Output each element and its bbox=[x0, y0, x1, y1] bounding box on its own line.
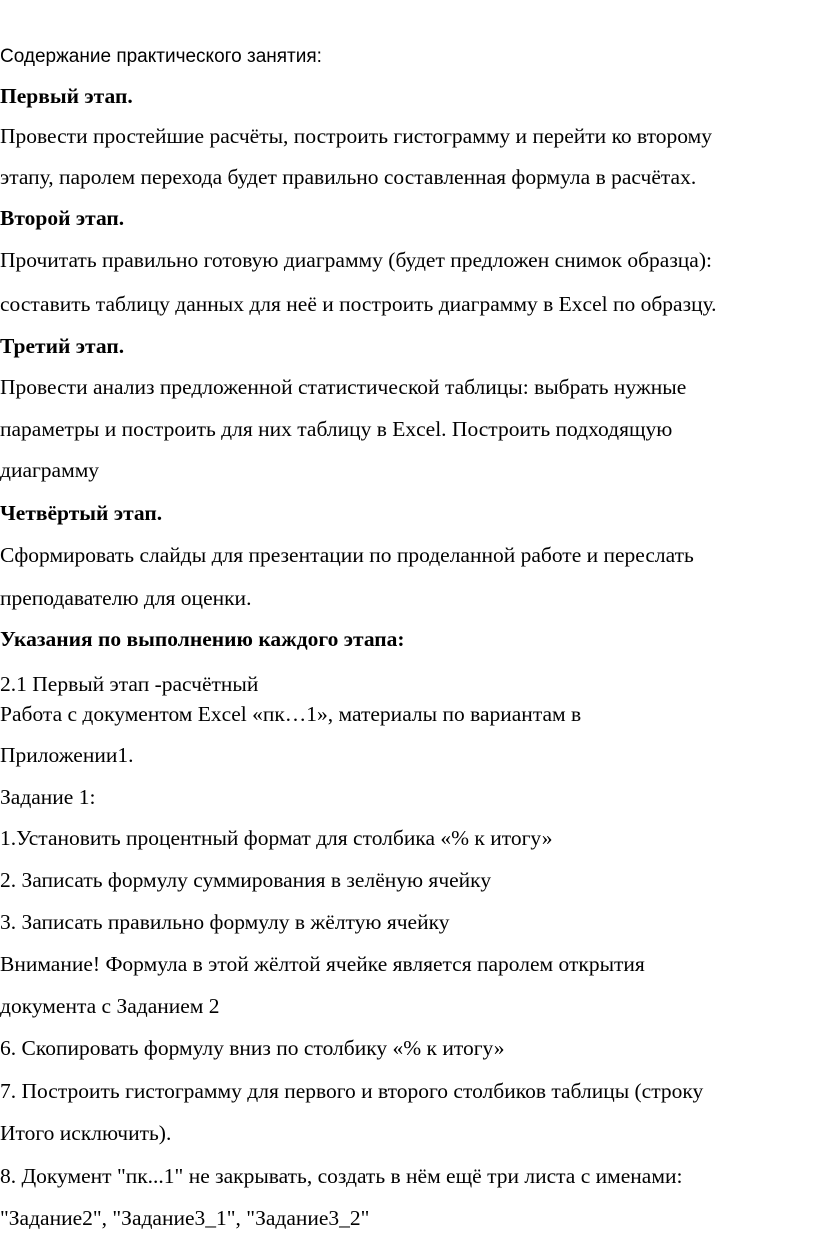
paragraph-line: Внимание! Формула в этой жёлтой ячейке является паролем открытия bbox=[0, 952, 645, 976]
paragraph-line: документа с Заданием 2 bbox=[0, 994, 220, 1018]
document-header: Содержание практического занятия: bbox=[0, 46, 322, 67]
heading-stage-4: Четвёртый этап. bbox=[0, 501, 163, 525]
list-item: 6. Скопировать формулу вниз по столбику «% к итогу» bbox=[0, 1036, 505, 1060]
paragraph-line: 2.1 Первый этап -расчётный bbox=[0, 672, 259, 696]
paragraph-line: этапу, паролем перехода будет правильно составленная формула в расчётах. bbox=[0, 165, 697, 189]
task-heading: Задание 1: bbox=[0, 785, 96, 809]
list-item: 7. Построить гистограмму для первого и второго столбиков таблицы (строку bbox=[0, 1079, 704, 1103]
paragraph-line: Приложении1. bbox=[0, 743, 134, 767]
paragraph-line: параметры и построить для них таблицу в Excel. Построить подходящую bbox=[0, 417, 673, 441]
heading-stage-3: Третий этап. bbox=[0, 334, 125, 358]
heading-stage-2: Второй этап. bbox=[0, 206, 125, 230]
list-item: 2. Записать формулу суммирования в зелёную ячейку bbox=[0, 868, 492, 892]
paragraph-line: Работа с документом Excel «пк…1», материалы по вариантам в bbox=[0, 702, 582, 726]
paragraph-line: диаграмму bbox=[0, 458, 100, 482]
list-item: 1.Установить процентный формат для столбика «% к итогу» bbox=[0, 826, 553, 850]
paragraph-line: Провести простейшие расчёты, построить гистограмму и перейти ко второму bbox=[0, 124, 712, 148]
paragraph-line: Итого исключить). bbox=[0, 1121, 172, 1145]
list-item: 8. Документ "пк...1" не закрывать, создать в нём ещё три листа с именами: bbox=[0, 1164, 683, 1188]
paragraph-line: составить таблицу данных для неё и построить диаграмму в Excel по образцу. bbox=[0, 292, 717, 316]
paragraph-line: "Задание2", "Задание3_1", "Задание3_2" bbox=[0, 1206, 370, 1230]
heading-stage-1: Первый этап. bbox=[0, 84, 133, 108]
paragraph-line: Провести анализ предложенной статистической таблицы: выбрать нужные bbox=[0, 375, 687, 399]
paragraph-line: Сформировать слайды для презентации по проделанной работе и переслать bbox=[0, 543, 694, 567]
paragraph-line: преподавателю для оценки. bbox=[0, 586, 252, 610]
list-item: 3. Записать правильно формулу в жёлтую ячейку bbox=[0, 910, 450, 934]
paragraph-line: Прочитать правильно готовую диаграмму (будет предложен снимок образца): bbox=[0, 248, 712, 272]
heading-instructions: Указания по выполнению каждого этапа: bbox=[0, 627, 405, 651]
